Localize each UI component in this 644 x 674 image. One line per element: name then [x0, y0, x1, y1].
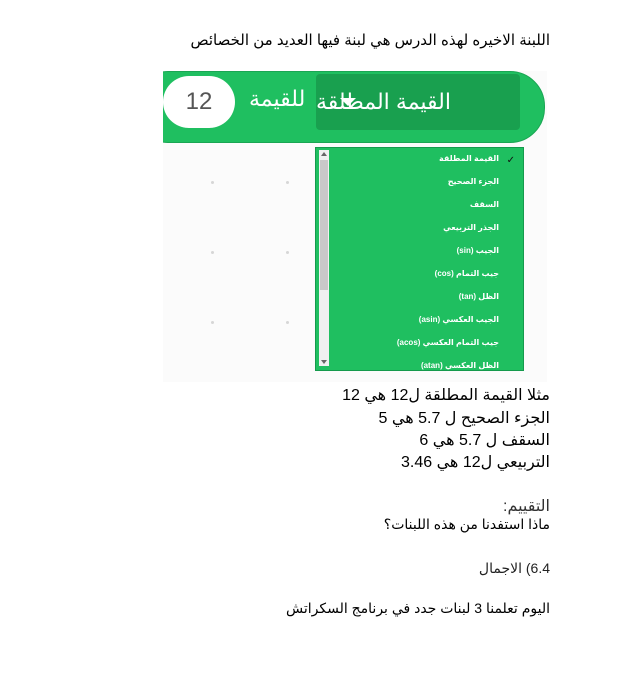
- scroll-up-icon[interactable]: [321, 152, 327, 156]
- menu-item-abs[interactable]: القيمة المطلقة: [439, 154, 499, 163]
- operator-dropdown[interactable]: [316, 74, 520, 130]
- menu-item-atan[interactable]: الظل العكسي (atan): [420, 361, 499, 370]
- menu-item-acos[interactable]: جيب التمام العكسي (acos): [396, 338, 499, 347]
- operator-dropdown-menu[interactable]: [315, 147, 524, 371]
- chevron-down-icon: [340, 98, 356, 106]
- menu-item-sin[interactable]: الجيب (sin): [456, 246, 499, 255]
- evaluation-title: التقييم:: [503, 498, 550, 515]
- example-line: مثلا القيمة المطلقة ل12 هي 12: [342, 387, 550, 404]
- menu-item-ceiling[interactable]: السقف: [469, 200, 499, 209]
- menu-item-floor[interactable]: الجزء الصحيح: [447, 177, 499, 186]
- menu-item-asin[interactable]: الجيب العكسي (asin): [418, 315, 499, 324]
- example-line: الجزء الصحيح ل 5.7 هي 5: [378, 410, 550, 427]
- for-value-label: للقيمة: [249, 86, 306, 111]
- example-line: السقف ل 5.7 هي 6: [419, 432, 550, 449]
- grid-dot: [286, 251, 289, 254]
- intro-text: اللبنة الاخيره لهذه الدرس هي لبنة فيها العديد من الخصائص: [190, 32, 550, 49]
- grid-dot: [211, 321, 214, 324]
- menu-item-cos[interactable]: جيب التمام (cos): [434, 269, 499, 278]
- grid-dot: [211, 181, 214, 184]
- number-input[interactable]: 12: [163, 76, 235, 128]
- grid-dot: [286, 321, 289, 324]
- checkmark-icon: ✓: [506, 155, 515, 166]
- menu-scrollbar[interactable]: [319, 150, 329, 366]
- menu-item-tan[interactable]: الظل (tan): [458, 292, 499, 301]
- summary-heading: 6.4) الاجمال: [478, 560, 550, 576]
- scrollbar-thumb[interactable]: [320, 160, 328, 290]
- example-line: التربيعي ل12 هي 3.46: [401, 454, 550, 471]
- dropdown-selected-value: القيمة المطلقة: [316, 89, 451, 114]
- grid-dot: [286, 181, 289, 184]
- evaluation-question: ماذا استفدنا من هذه اللبنات؟: [383, 516, 550, 532]
- menu-item-sqrt[interactable]: الجذر التربيعي: [443, 223, 499, 232]
- grid-dot: [211, 251, 214, 254]
- scroll-down-icon[interactable]: [321, 360, 327, 364]
- summary-text: اليوم تعلمنا 3 لبنات جدد في برنامج السكراتش: [286, 600, 550, 616]
